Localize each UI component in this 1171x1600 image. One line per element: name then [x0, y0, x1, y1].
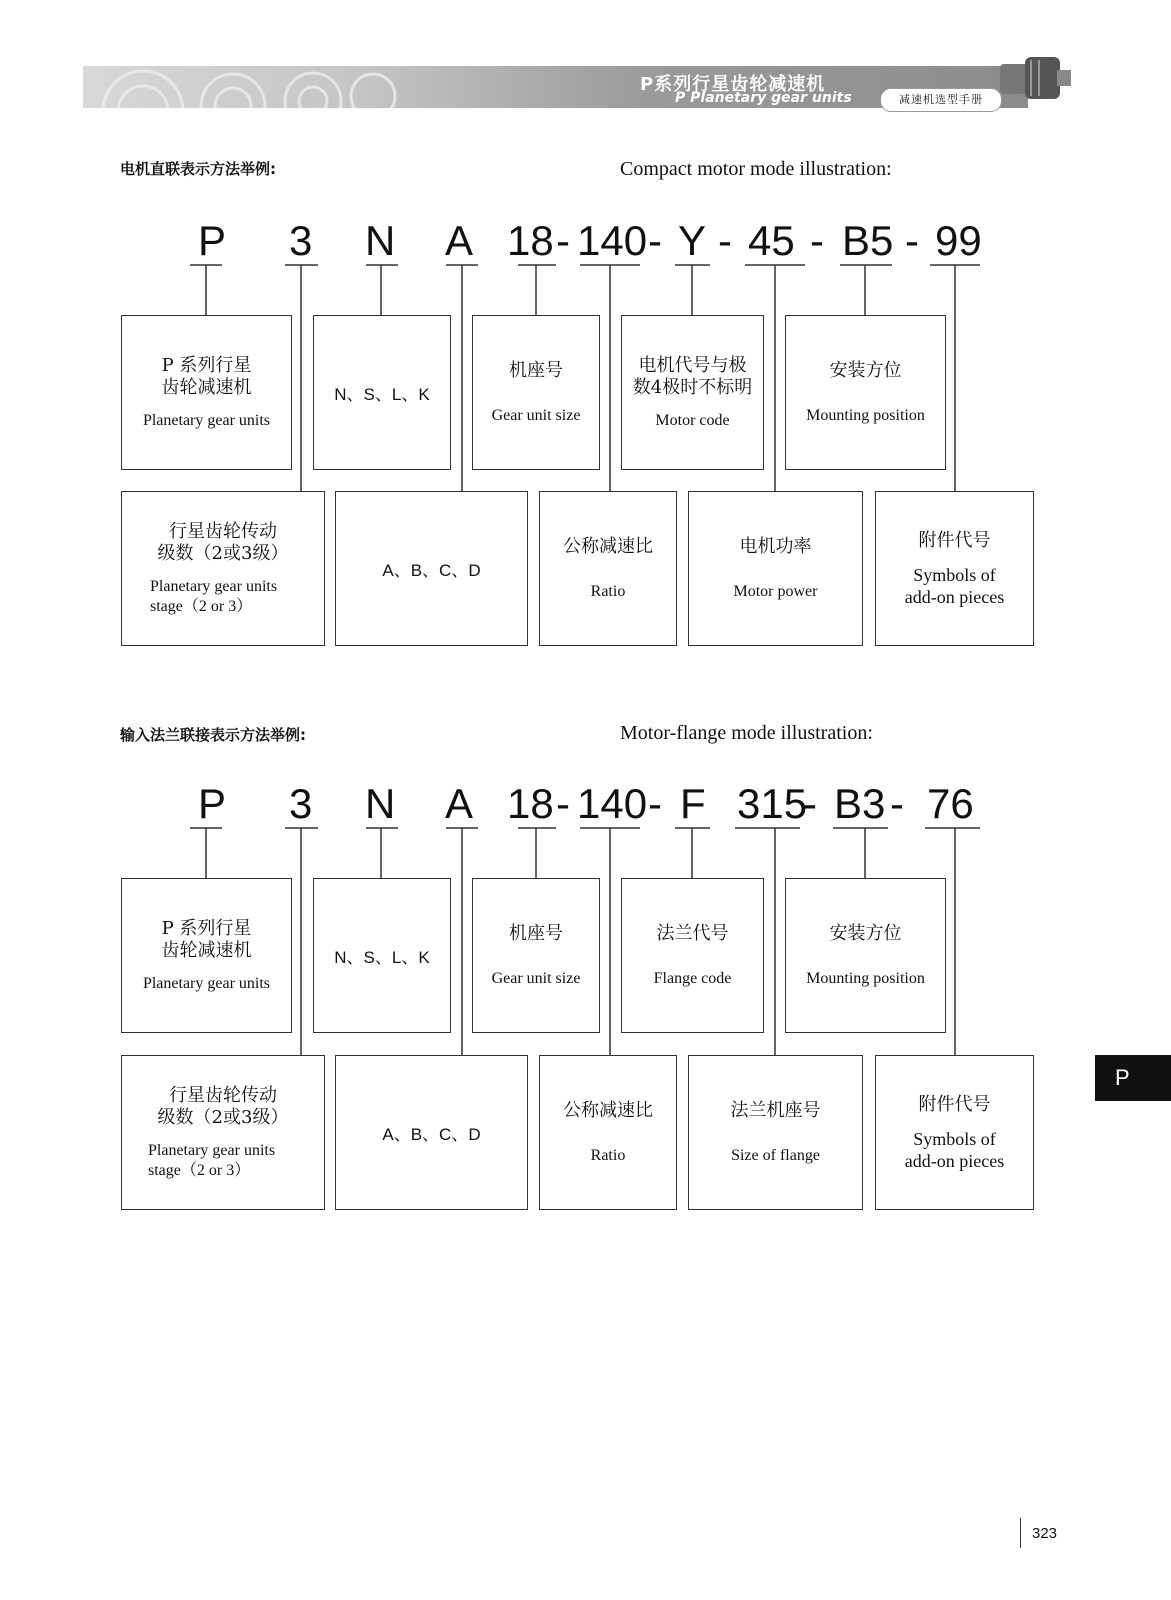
- code-variant: A: [445, 217, 474, 264]
- box-text: N、S、L、K: [334, 948, 430, 967]
- code-dash: -: [648, 217, 662, 264]
- code-ratio: 140: [577, 217, 648, 264]
- box-gear-size: [472, 878, 600, 1033]
- box-text: N、S、L、K: [334, 385, 430, 404]
- section2-title-en: Motor-flange mode illustration:: [620, 722, 873, 744]
- box-stage-count: [121, 491, 325, 646]
- box-text-cn: 公称减速比: [563, 1099, 653, 1121]
- box-text-cn: 法兰机座号: [730, 1099, 821, 1121]
- section-tab-p: P: [1095, 1055, 1171, 1101]
- section1-title-cn: 电机直联表示方法举例:: [120, 160, 276, 178]
- box-text-cn: P 系列行星: [161, 917, 252, 939]
- box-variant-options: [335, 1055, 528, 1210]
- box-text: A、B、C、D: [382, 1125, 481, 1144]
- code-flange: F: [680, 780, 706, 827]
- box-text-en: Planetary gear units: [148, 1141, 276, 1159]
- box-ratio: [539, 1055, 677, 1210]
- box-text-cn: 安装方位: [829, 359, 902, 381]
- box-text-cn: 附件代号: [918, 1093, 991, 1115]
- box-text-cn: 电机功率: [739, 535, 812, 557]
- box-text-en: Mounting position: [806, 969, 925, 987]
- code-flange-size: 315: [737, 780, 808, 827]
- page-divider: [1020, 1518, 1021, 1548]
- box-type-options: [313, 315, 451, 470]
- header-title-cn: P系列行星齿轮减速机: [640, 74, 826, 95]
- box-text-en: Symbols of: [913, 1128, 996, 1149]
- box-text-en: Motor code: [655, 411, 730, 429]
- box-text-cn: 机座号: [509, 922, 563, 944]
- code-mounting: B5: [842, 217, 894, 264]
- box-text-en: Ratio: [590, 582, 626, 600]
- code-ratio: 140: [577, 780, 648, 827]
- box-mounting-position: [785, 878, 946, 1033]
- box-ratio: [539, 491, 677, 646]
- box-mounting-position: [785, 315, 946, 470]
- box-stage-count: [121, 1055, 325, 1210]
- box-flange-size: [688, 1055, 863, 1210]
- box-motor-power: [688, 491, 863, 646]
- box-text-en: stage（2 or 3）: [148, 1161, 251, 1179]
- code-dash: -: [648, 780, 662, 827]
- box-text-cn: 安装方位: [829, 922, 902, 944]
- code-dash: -: [810, 217, 824, 264]
- box-text-cn: 数4极时不标明: [632, 376, 753, 398]
- section2-title-cn: 输入法兰联接表示方法举例:: [120, 726, 306, 744]
- code-power: 45: [748, 217, 795, 264]
- code-stage: 3: [289, 217, 313, 264]
- box-text-en: Planetary gear units: [142, 974, 271, 992]
- box-text-en: add-on pieces: [904, 1150, 1005, 1171]
- code-dash: -: [556, 780, 570, 827]
- code-mounting: B3: [834, 780, 886, 827]
- box-text-cn: 电机代号与极: [638, 354, 747, 376]
- box-text-cn: 机座号: [509, 359, 563, 381]
- box-gear-size: [472, 315, 600, 470]
- box-text-cn: P 系列行星: [161, 354, 252, 376]
- code-motor: Y: [678, 217, 707, 264]
- box-addon-symbols: [875, 1055, 1034, 1210]
- box-addon-symbols: [875, 491, 1034, 646]
- section1-title-en: Compact motor mode illustration:: [620, 158, 892, 180]
- box-planetary-units: [121, 878, 292, 1033]
- box-text-en: Mounting position: [806, 406, 925, 424]
- box-text-en: Gear unit size: [491, 406, 581, 424]
- box-text: A、B、C、D: [382, 561, 481, 580]
- code-size: 18: [507, 217, 554, 264]
- code-variant: A: [445, 780, 474, 827]
- code-addon: 76: [927, 780, 974, 827]
- box-text-en: stage（2 or 3）: [150, 597, 253, 615]
- box-text-en: add-on pieces: [904, 586, 1005, 607]
- code-size: 18: [507, 780, 554, 827]
- code-p: P: [198, 780, 227, 827]
- code-dash: -: [556, 217, 570, 264]
- box-text-cn: 齿轮减速机: [161, 939, 252, 961]
- box-planetary-units: [121, 315, 292, 470]
- box-text-cn: 行星齿轮传动: [169, 1084, 277, 1106]
- box-flange-code: [621, 878, 764, 1033]
- box-type-options: [313, 878, 451, 1033]
- box-text-en: Motor power: [733, 582, 818, 600]
- box-text-en: Symbols of: [913, 564, 996, 585]
- box-text-cn: 公称减速比: [563, 535, 653, 557]
- code-type: N: [365, 217, 396, 264]
- code-p: P: [198, 217, 227, 264]
- manual-label: 减速机选型手册: [880, 88, 1002, 112]
- box-text-cn: 法兰代号: [656, 922, 729, 944]
- code-dash: -: [718, 217, 732, 264]
- box-text-cn: 齿轮减速机: [161, 376, 252, 398]
- code-dash: -: [890, 780, 904, 827]
- box-motor-code: [621, 315, 764, 470]
- box-text-en: Flange code: [653, 969, 732, 987]
- box-text-en: Planetary gear units: [142, 411, 271, 429]
- page-number: 323: [1032, 1525, 1058, 1542]
- box-text-en: Ratio: [590, 1146, 626, 1164]
- code-addon: 99: [935, 217, 982, 264]
- box-text-en: Size of flange: [731, 1146, 820, 1164]
- box-text-en: Planetary gear units: [150, 577, 278, 595]
- box-text-cn: 行星齿轮传动: [169, 520, 277, 542]
- code-type: N: [365, 780, 396, 827]
- box-text-cn: 级数（2或3级）: [157, 542, 289, 564]
- code-stage: 3: [289, 780, 313, 827]
- box-text-cn: 附件代号: [918, 529, 991, 551]
- header-title-en: P Planetary gear units: [675, 90, 852, 106]
- box-text-cn: 级数（2或3级）: [157, 1106, 289, 1128]
- code-dash: -: [905, 217, 919, 264]
- code-dash: -: [803, 780, 817, 827]
- box-text-en: Gear unit size: [491, 969, 581, 987]
- box-variant-options: [335, 491, 528, 646]
